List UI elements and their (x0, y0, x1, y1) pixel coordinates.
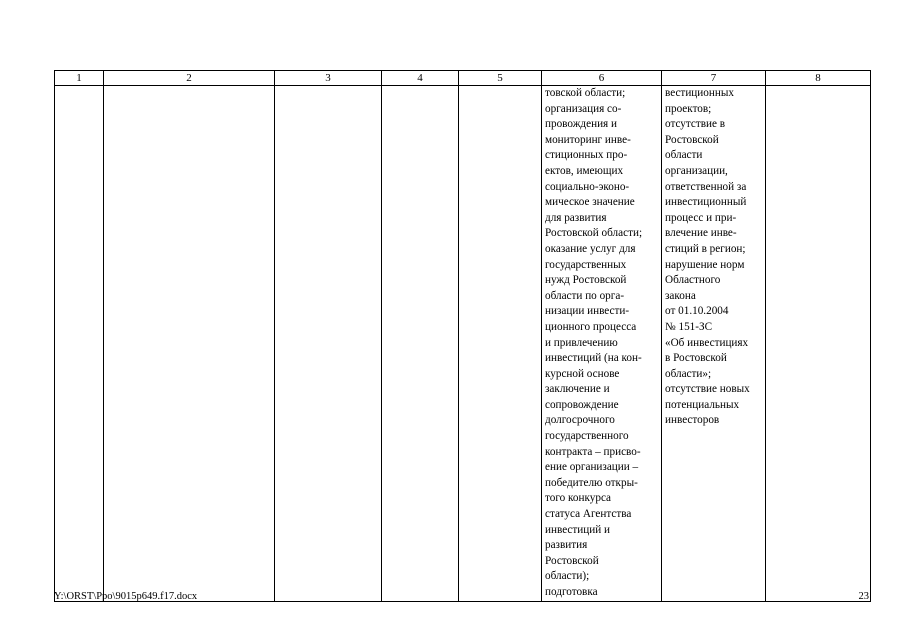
cell-text-line: нарушение норм (665, 258, 745, 271)
cell-text-line: инвестиций (на кон- (545, 352, 642, 365)
cell-text-line: ответственной за (665, 180, 747, 193)
column-header-4: 4 (382, 71, 459, 86)
cell-text-line: статуса Агентства (545, 508, 632, 521)
cell-text-line: того конкурса (545, 492, 612, 505)
cell-text-line: сопровождение (545, 398, 619, 411)
cell-text-line: провождения и (545, 118, 617, 131)
cell-text-line: от 01.10.2004 (665, 305, 729, 318)
cell-text-line: отсутствие в (665, 118, 726, 131)
table-row (55, 86, 871, 602)
cell-text-line: стиционных про- (545, 149, 628, 162)
header-row (55, 71, 871, 86)
cell-text-line: подготовка (545, 586, 598, 598)
cell-col-6-text (542, 86, 661, 601)
cell-text-line: инвестиций и (545, 523, 611, 536)
cell-text-line: влечение инве- (665, 227, 737, 240)
cell-text-line: государственных (545, 258, 627, 271)
cell-text-line: организации, (665, 164, 728, 177)
cell-text-line: потенциальных (665, 398, 740, 411)
cell-text-line: заключение и (545, 383, 610, 396)
cell-text-line: социально-эконо- (545, 180, 630, 193)
column-header-8: 8 (766, 71, 871, 86)
column-header-3: 3 (275, 71, 382, 86)
cell-text-line: оказание услуг для (545, 242, 636, 255)
cell-col-2 (104, 86, 275, 602)
cell-col-1 (55, 86, 104, 602)
cell-text-line: Ростовской (545, 554, 599, 567)
cell-text-line: контракта – присво- (545, 445, 641, 458)
cell-text-line: отсутствие новых (665, 383, 750, 396)
cell-text-line: ектов, имеющих (545, 164, 624, 177)
cell-col-6 (542, 86, 662, 602)
data-table (54, 70, 871, 602)
cell-text-line: процесс и при- (665, 211, 737, 224)
cell-text-line: товской области; (545, 87, 626, 99)
cell-col-5 (459, 86, 542, 602)
cell-text-line: развития (545, 539, 588, 552)
cell-text-line: ционного процесса (545, 320, 637, 333)
cell-text-line: Ростовской (665, 133, 719, 146)
cell-text-line: нужд Ростовской (545, 274, 627, 287)
cell-text-line: курсной основе (545, 367, 620, 380)
cell-text-line: стиций в регион; (665, 242, 746, 255)
cell-text-line: Ростовской области; (545, 227, 643, 240)
cell-text-line: ение организации – (545, 461, 639, 474)
cell-col-4 (382, 86, 459, 602)
cell-text-line: инвестиционный (665, 196, 747, 209)
cell-text-line: и привлечению (545, 336, 618, 349)
cell-text-line: государственного (545, 430, 629, 443)
cell-col-7-text (662, 86, 765, 429)
column-header-5: 5 (459, 71, 542, 86)
column-header-6: 6 (542, 71, 662, 86)
column-header-7: 7 (662, 71, 766, 86)
cell-text-line: победителю откры- (545, 476, 638, 489)
cell-text-line: мическое значение (545, 196, 635, 209)
cell-text-line: мониторинг инве- (545, 133, 631, 146)
cell-text-line: области (665, 149, 703, 162)
column-header-2: 2 (104, 71, 275, 86)
cell-col-3 (275, 86, 382, 602)
cell-text-line: Областного (665, 274, 721, 287)
cell-col-8 (766, 86, 871, 602)
cell-text-line: области по орга- (545, 289, 625, 302)
cell-text-line: организация со- (545, 102, 622, 115)
cell-text-line: для развития (545, 211, 607, 224)
cell-text-line: низации инвести- (545, 305, 630, 318)
cell-text-line: № 151-ЗС (665, 320, 713, 333)
footer-file-path: Y:\ORST\Ppo\9015p649.f17.docx (54, 591, 198, 602)
cell-text-line: проектов; (665, 102, 712, 115)
cell-text-line: долгосрочного (545, 414, 615, 427)
cell-text-line: закона (665, 289, 696, 302)
cell-text-line: области»; (665, 367, 712, 380)
cell-text-line: «Об инвестициях (665, 336, 749, 349)
cell-col-7 (662, 86, 766, 602)
cell-text-line: в Ростовской (665, 352, 727, 365)
cell-text-line: инвесторов (665, 414, 720, 427)
column-header-1: 1 (55, 71, 104, 86)
footer-page-number: 23 (858, 591, 869, 602)
cell-text-line: вестиционных (665, 87, 734, 99)
cell-text-line: области); (545, 570, 590, 583)
